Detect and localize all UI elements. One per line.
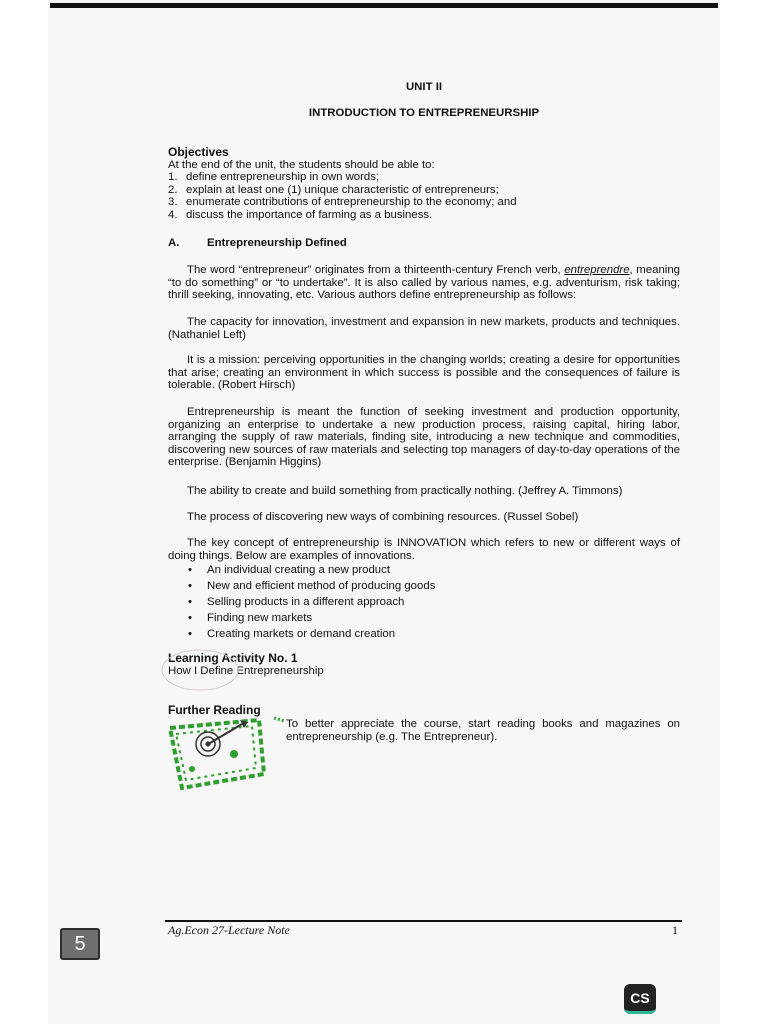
list-item: 4. discuss the importance of farming as a business.: [168, 208, 433, 221]
objectives-list: [168, 171, 680, 221]
quote-left: The capacity for innovation, investment and expansion in new markets, products and techniques. (Nathaniel Left): [168, 316, 680, 341]
unit-label: UNIT II: [405, 81, 443, 93]
list-item: • Creating markets or demand creation: [188, 627, 396, 640]
footer-divider: [165, 920, 682, 922]
objectives-heading: Objectives: [168, 145, 229, 159]
section-title: Entrepreneurship Defined: [207, 237, 347, 249]
learning-activity-heading: Learning Activity No. 1: [168, 651, 298, 665]
section-a-heading: [168, 237, 680, 250]
quote-sobel: The process of discovering new ways of combining resources. (Russel Sobel): [187, 511, 579, 523]
footer-page-number: 1: [672, 923, 678, 937]
innovation-paragraph: The key concept of entrepreneurship is INNOVATION which refers to new or different ways of doing things. Below are examples of innovations.: [168, 537, 680, 562]
top-border-bar: [50, 3, 718, 8]
list-item: • Finding new markets: [188, 611, 313, 624]
list-item: 3. enumerate contributions of entrepreneurship to the economy; and: [168, 196, 517, 209]
section-letter: A.: [168, 237, 180, 249]
learning-activity-subtitle: How I Define Entrepreneurship: [168, 664, 324, 677]
camscanner-logo-icon: CS: [624, 984, 656, 1014]
paragraph-1: The word “entrepreneur” originates from a thirteenth-century French verb, entreprendre, meaning “to do something” or “to undertake”. It is also called by various names, e.g. adventurism, risk taking; thrill seeking, innovating, etc. Various authors define entrepreneurship as follows:: [168, 264, 680, 302]
page-number-badge[interactable]: 5: [60, 928, 100, 960]
learning-activity: [168, 652, 680, 677]
list-item: • New and efficient method of producing goods: [188, 579, 436, 592]
quote-timmons: The ability to create and build something from practically nothing. (Jeffrey A. Timmons): [187, 485, 623, 497]
footer-course-label: Ag.Econ 27-Lecture Note: [168, 923, 290, 937]
french-verb: entreprendre: [564, 264, 630, 276]
list-item: • An individual creating a new product: [188, 563, 390, 576]
innovation-bullets: [168, 562, 680, 642]
list-item: 2. explain at least one (1) unique characteristic of entrepreneurs;: [168, 183, 499, 196]
quote-higgins: Entrepreneurship is meant the function of seeking investment and production opportunity, organizing an enterprise to undertake a new production process, raising capital, hiring labor, arranging the supply of raw materials, finding site, introducing a new technique and commodities, discovering new sources of raw materials and selecting top managers of day-to-day operations of the enterprise. (Benjamin Higgins): [168, 406, 680, 469]
further-reading-heading: Further Reading: [168, 703, 261, 717]
target-book-icon: [164, 714, 284, 792]
list-item: 1. define entrepreneurship in own words;: [168, 171, 380, 184]
objectives-intro: At the end of the unit, the students should be able to:: [168, 158, 435, 171]
list-item: • Selling products in a different approach: [188, 595, 405, 608]
scribble-circle-icon: [160, 648, 240, 692]
page-title: INTRODUCTION TO ENTREPRENEURSHIP: [308, 107, 540, 119]
quote-hirsch: It is a mission: perceiving opportunities in the changing worlds; creating a desire for opportunities that arise; creating an environment in which success is possible and the consequences of failure is tolerable. (Robert Hirsch): [168, 354, 680, 392]
further-reading-text: To better appreciate the course, start reading books and magazines on entrepreneurship (e.g. The Entrepreneur).: [286, 718, 680, 743]
objectives-section: [168, 146, 680, 222]
